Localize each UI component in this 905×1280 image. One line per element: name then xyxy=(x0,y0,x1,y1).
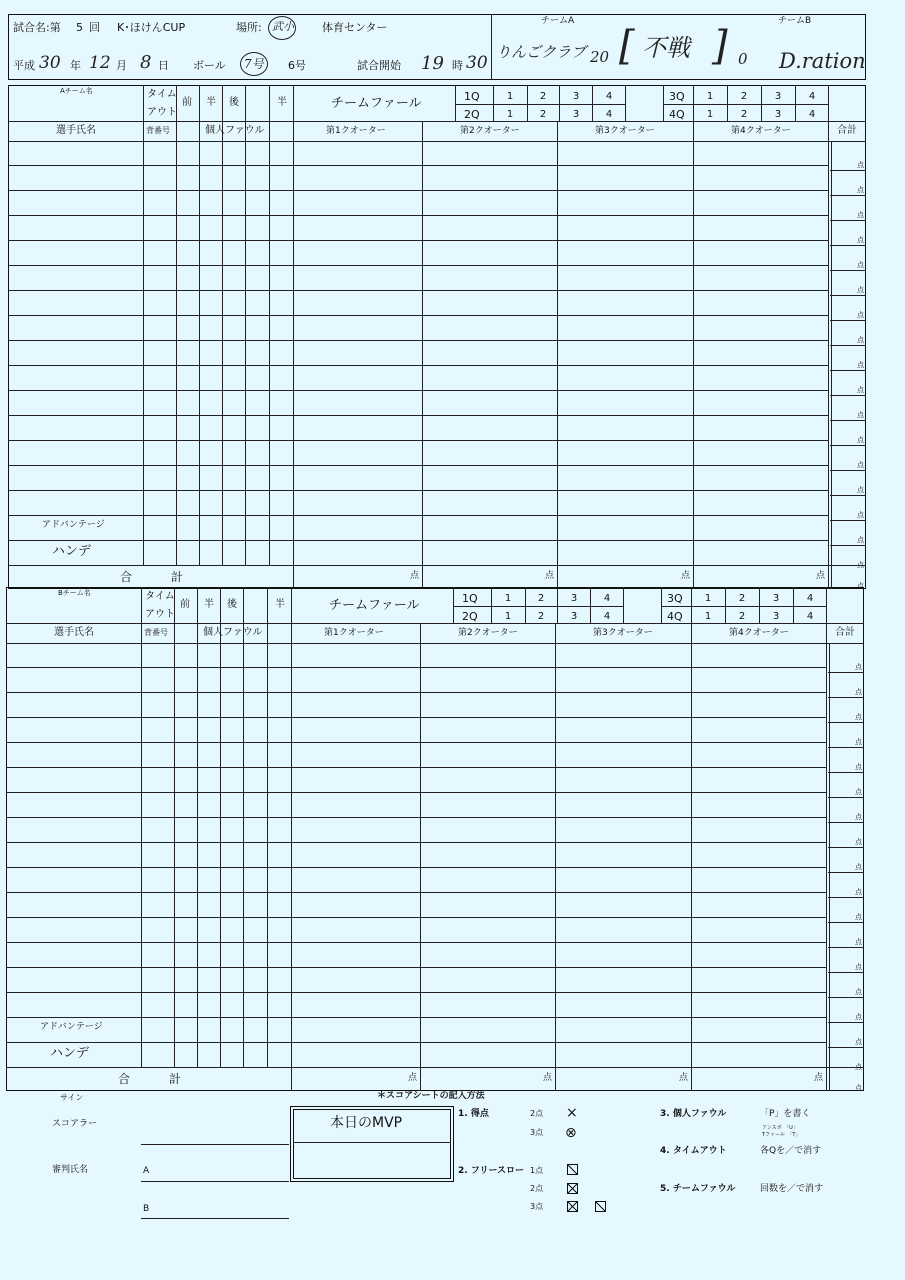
handicap-label: ハンデ xyxy=(52,544,92,559)
team-b-frame xyxy=(6,587,864,1091)
instr-technical: Tファール 「T」 xyxy=(762,1132,801,1138)
referee-b-label: B xyxy=(143,1204,150,1214)
q3-label: 3Q xyxy=(667,592,683,605)
half-label-2: 半 xyxy=(275,599,285,610)
mvp-label: 本日のMVP xyxy=(330,1115,403,1131)
advantage-label: アドバンテージ xyxy=(42,520,105,530)
foul-count-1: 1 xyxy=(706,91,714,102)
total-header: 合計 xyxy=(837,125,857,136)
sum-label-2: 計 xyxy=(169,1072,182,1086)
timeout-label-2: アウト xyxy=(147,107,177,118)
instr-freethrow: 2. フリースロー xyxy=(458,1166,525,1176)
q2-total-unit: 点 xyxy=(543,1073,553,1083)
foul-count-1: 1 xyxy=(506,91,514,102)
point-unit: 点 xyxy=(855,663,862,671)
point-unit: 点 xyxy=(855,888,862,896)
q3-column-header: 第3クオーター xyxy=(595,126,655,136)
timeout-label-2: アウト xyxy=(145,609,175,620)
half-label: 半 xyxy=(204,599,214,610)
game-unit: 回 xyxy=(89,21,100,34)
start-hour: 19 xyxy=(421,53,444,74)
instr-scoring: 1. 得点 xyxy=(458,1109,489,1119)
foul-count-4: 4 xyxy=(605,91,613,102)
place-handwritten: 武小 xyxy=(272,20,294,33)
team-foul-label: チームファール xyxy=(329,598,420,613)
point-unit: 点 xyxy=(855,713,862,721)
foul-count-4: 4 xyxy=(605,109,613,120)
day-unit: 日 xyxy=(158,59,169,72)
referee-b-line xyxy=(141,1218,289,1219)
half-label-2: 半 xyxy=(277,97,287,108)
point-unit: 点 xyxy=(857,561,864,569)
foul-count-1: 1 xyxy=(704,611,712,622)
point-unit: 点 xyxy=(857,582,864,590)
foul-count-4: 4 xyxy=(806,611,814,622)
team-b-score: 0 xyxy=(738,50,748,68)
first-half-label: 前 xyxy=(182,97,192,108)
foul-count-1: 1 xyxy=(704,593,712,604)
team-b-label: チームB xyxy=(778,16,812,26)
q4-column-header: 第4クオーター xyxy=(729,628,789,638)
q1-label: 1Q xyxy=(464,90,480,103)
advantage-label: アドバンテージ xyxy=(40,1022,103,1032)
x-mark-icon: × xyxy=(566,1105,578,1121)
month-value: 12 xyxy=(89,53,111,73)
instr-personal-foul-value: 「P」を書く xyxy=(760,1109,811,1119)
point-unit: 点 xyxy=(857,461,864,469)
point-unit: 点 xyxy=(857,486,864,494)
venue: 体育センター xyxy=(322,21,388,34)
q4-column-header: 第4クオーター xyxy=(731,126,791,136)
player-name-header: 選手氏名 xyxy=(54,627,94,638)
place-label: 場所: xyxy=(236,21,262,34)
q2-label: 2Q xyxy=(464,108,480,121)
team-a-score: 20 xyxy=(590,48,610,66)
foul-count-1: 1 xyxy=(504,611,512,622)
point-unit: 点 xyxy=(857,261,864,269)
q2-label: 2Q xyxy=(462,610,478,623)
place-circle xyxy=(268,16,296,40)
scorer-label: スコアラー xyxy=(52,1119,98,1129)
point-unit: 点 xyxy=(855,688,862,696)
q3-label: 3Q xyxy=(669,90,685,103)
scorer-signature-line xyxy=(141,1144,289,1145)
point-unit: 点 xyxy=(855,738,862,746)
start-label: 試合開始 xyxy=(357,59,401,72)
q1-total-unit: 点 xyxy=(410,571,420,581)
total-header: 合計 xyxy=(835,627,855,638)
second-half-label: 後 xyxy=(229,97,239,108)
point-unit: 点 xyxy=(855,1038,862,1046)
foul-count-2: 2 xyxy=(740,91,748,102)
point-unit: 点 xyxy=(857,311,864,319)
instr-team-foul-value: 回数を／で消す xyxy=(760,1184,824,1194)
handicap-label: ハンデ xyxy=(50,1046,90,1061)
foul-count-3: 3 xyxy=(772,611,780,622)
point-unit: 点 xyxy=(855,863,862,871)
referee-label: 審判氏名 xyxy=(52,1165,89,1175)
slash-box-icon xyxy=(567,1164,578,1175)
q3-total-unit: 点 xyxy=(679,1073,689,1083)
instr-personal-foul: 3. 個人ファウル xyxy=(660,1109,727,1119)
foul-count-3: 3 xyxy=(572,91,580,102)
point-unit: 点 xyxy=(857,436,864,444)
sum-label-1: 合 xyxy=(120,570,133,584)
foul-count-2: 2 xyxy=(539,91,547,102)
point-unit: 点 xyxy=(855,1013,862,1021)
bracket-left: [ xyxy=(619,23,635,69)
point-unit: 点 xyxy=(855,988,862,996)
q2-column-header: 第2クオーター xyxy=(460,126,520,136)
sum-label-2: 計 xyxy=(171,570,184,584)
team-a-frame xyxy=(8,85,866,589)
point-unit: 点 xyxy=(857,161,864,169)
instr-ft-2pt: 2点 xyxy=(530,1184,544,1193)
team-b-title: Bチーム名 xyxy=(58,589,91,597)
foul-count-3: 3 xyxy=(772,593,780,604)
tournament-name: K･ほけんCUP xyxy=(117,21,186,34)
ball-label: ボール xyxy=(193,59,226,72)
timeout-label-1: タイム xyxy=(145,591,175,602)
era: 平成 xyxy=(13,59,35,72)
point-unit: 点 xyxy=(857,386,864,394)
first-half-label: 前 xyxy=(180,599,190,610)
header-divider xyxy=(491,14,492,80)
point-unit: 点 xyxy=(855,1084,862,1092)
howto-title: ＊スコアシートの記入方法 xyxy=(377,1091,485,1101)
instr-ft-1pt: 1点 xyxy=(530,1166,544,1175)
game-number: 5 xyxy=(76,21,83,34)
point-unit: 点 xyxy=(857,236,864,244)
q4-label: 4Q xyxy=(667,610,683,623)
q4-total-unit: 点 xyxy=(814,1073,824,1083)
foul-count-3: 3 xyxy=(570,611,578,622)
month-unit: 月 xyxy=(116,59,127,72)
point-unit: 点 xyxy=(857,286,864,294)
point-unit: 点 xyxy=(855,788,862,796)
circled-x-icon: ⊗ xyxy=(565,1125,577,1141)
instr-ft-3pt: 3点 xyxy=(530,1202,544,1211)
foul-count-2: 2 xyxy=(537,611,545,622)
foul-count-1: 1 xyxy=(504,593,512,604)
bracket-right: ] xyxy=(712,23,728,69)
foul-count-2: 2 xyxy=(537,593,545,604)
point-unit: 点 xyxy=(855,938,862,946)
personal-foul-header: 個人ファウル xyxy=(205,125,265,136)
team-a-name: りんごクラブ xyxy=(496,43,587,61)
foul-count-4: 4 xyxy=(806,593,814,604)
point-unit: 点 xyxy=(855,1063,862,1071)
sign-label: サイン xyxy=(60,1093,84,1102)
point-unit: 点 xyxy=(857,361,864,369)
point-unit: 点 xyxy=(855,813,862,821)
team-foul-label: チームファール xyxy=(331,96,422,111)
start-minute: 30 xyxy=(466,53,488,73)
foul-count-2: 2 xyxy=(539,109,547,120)
q1-label: 1Q xyxy=(462,592,478,605)
foul-count-2: 2 xyxy=(738,611,746,622)
team-a-title: Aチーム名 xyxy=(60,87,93,95)
year-unit: 年 xyxy=(70,59,81,72)
foul-count-3: 3 xyxy=(774,109,782,120)
ball-circle xyxy=(240,52,268,76)
slash-box-icon xyxy=(595,1201,606,1212)
team-b-name: D.ration xyxy=(779,49,866,73)
foul-count-4: 4 xyxy=(808,109,816,120)
q4-total-unit: 点 xyxy=(816,571,826,581)
instr-timeout: 4. タイムアウト xyxy=(660,1146,727,1156)
q1-total-unit: 点 xyxy=(408,1073,418,1083)
year-value: 30 xyxy=(39,53,61,73)
foul-count-2: 2 xyxy=(738,593,746,604)
cross-box-icon xyxy=(567,1201,578,1212)
foul-count-3: 3 xyxy=(570,593,578,604)
q1-column-header: 第1クオーター xyxy=(324,628,384,638)
player-name-header: 選手氏名 xyxy=(56,125,96,136)
instr-scoring-3pt: 3点 xyxy=(530,1128,544,1137)
point-unit: 点 xyxy=(857,536,864,544)
personal-foul-header: 個人ファウル xyxy=(203,627,263,638)
team-a-label: チームA xyxy=(541,16,575,26)
foul-count-4: 4 xyxy=(603,593,611,604)
point-unit: 点 xyxy=(857,411,864,419)
day-value: 8 xyxy=(140,52,152,73)
result-forfeit: 不戦 xyxy=(642,34,690,62)
foul-count-3: 3 xyxy=(572,109,580,120)
mvp-divider xyxy=(293,1142,451,1143)
instr-scoring-2pt: 2点 xyxy=(530,1109,544,1118)
referee-a-label: A xyxy=(143,1166,150,1176)
ball-handwritten: 7号 xyxy=(244,57,264,71)
foul-count-3: 3 xyxy=(774,91,782,102)
hour-unit: 時 xyxy=(452,59,463,72)
q1-column-header: 第1クオーター xyxy=(326,126,386,136)
q2-column-header: 第2クオーター xyxy=(458,628,518,638)
sum-label-1: 合 xyxy=(118,1072,131,1086)
referee-a-line xyxy=(141,1181,289,1182)
q2-total-unit: 点 xyxy=(545,571,555,581)
cross-box-icon xyxy=(567,1183,578,1194)
jersey-header: 背番号 xyxy=(146,126,170,135)
second-half-label: 後 xyxy=(227,599,237,610)
jersey-header: 背番号 xyxy=(144,628,168,637)
half-label: 半 xyxy=(206,97,216,108)
ball-alt: 6号 xyxy=(288,59,306,72)
q3-column-header: 第3クオーター xyxy=(593,628,653,638)
foul-count-4: 4 xyxy=(603,611,611,622)
timeout-label-1: タイム xyxy=(147,89,177,100)
point-unit: 点 xyxy=(857,336,864,344)
point-unit: 点 xyxy=(855,838,862,846)
instr-unsportsmanlike: アンスポ 「U」 xyxy=(762,1125,798,1131)
point-unit: 点 xyxy=(855,913,862,921)
foul-count-1: 1 xyxy=(706,109,714,120)
foul-count-1: 1 xyxy=(506,109,514,120)
q4-label: 4Q xyxy=(669,108,685,121)
game-label: 試合名:第 xyxy=(13,21,61,34)
q3-total-unit: 点 xyxy=(681,571,691,581)
point-unit: 点 xyxy=(855,763,862,771)
instr-team-foul: 5. チームファウル xyxy=(660,1184,736,1194)
point-unit: 点 xyxy=(855,963,862,971)
point-unit: 点 xyxy=(857,186,864,194)
point-unit: 点 xyxy=(857,211,864,219)
foul-count-2: 2 xyxy=(740,109,748,120)
foul-count-4: 4 xyxy=(808,91,816,102)
point-unit: 点 xyxy=(857,511,864,519)
instr-timeout-value: 各Qを／で消す xyxy=(760,1146,822,1156)
